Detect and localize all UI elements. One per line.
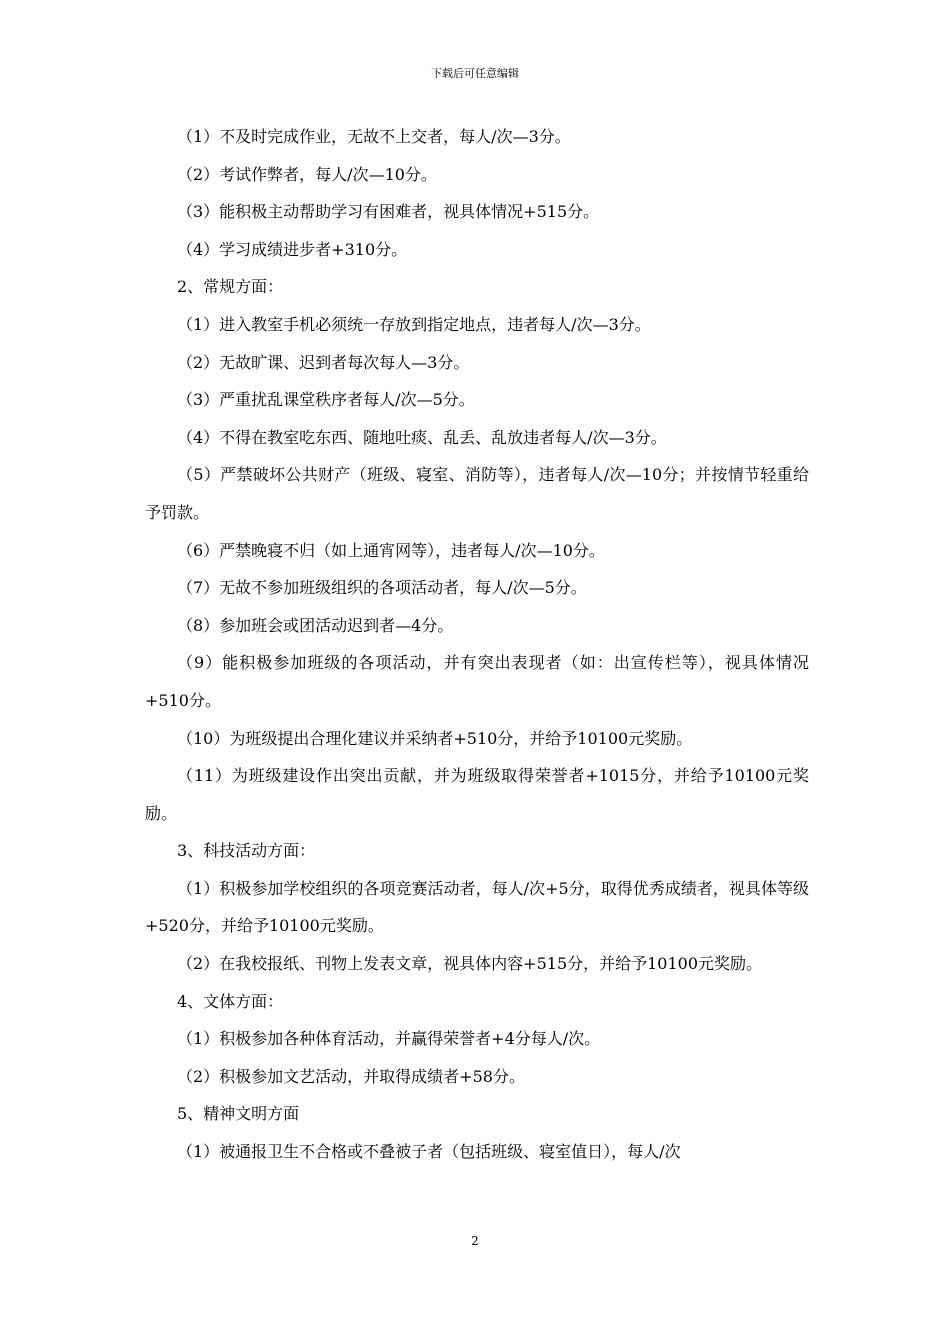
section-heading-routine: 2、常规方面： [177, 277, 284, 297]
paragraph-routine-11: （11）为班级建设作出突出贡献，并为班级取得荣誉者+1015分，并给予10100元奖励。 [145, 766, 809, 823]
paragraph-routine-1: （1）进入教室手机必须统一存放到指定地点，违者每人/次—3分。 [177, 314, 651, 334]
paragraph-routine-10: （10）为班级提出合理化建议并采纳者+510分，并给予10100元奖励。 [177, 728, 693, 748]
paragraph-routine-4: （4）不得在教室吃东西、随地吐痰、乱丢、乱放违者每人/次—3分。 [177, 427, 667, 447]
paragraph-tech-2: （2）在我校报纸、刊物上发表文章，视具体内容+515分，并给予10100元奖励。 [177, 954, 763, 974]
paragraph-routine-7: （7）无故不参加班级组织的各项活动者，每人/次—5分。 [177, 578, 587, 598]
page-header-note: 下载后可任意编辑 [431, 67, 519, 80]
paragraph-study-3: （3）能积极主动帮助学习有困难者，视具体情况+515分。 [177, 202, 600, 222]
paragraph-routine-9: （9）能积极参加班级的各项活动，并有突出表现者（如：出宣传栏等），视具体情况+510分。 [145, 653, 809, 710]
paragraph-tech-1: （1）积极参加学校组织的各项竞赛活动者，每人/次+5分，取得优秀成绩者，视具体等级+520分，并给予10100元奖励。 [145, 878, 809, 936]
paragraph-civility-1: （1）被通报卫生不合格或不叠被子者（包括班级、寝室值日），每人/次 [177, 1142, 681, 1162]
document-body [145, 118, 809, 1171]
paragraph-routine-8: （8）参加班会或团活动迟到者—4分。 [177, 615, 454, 635]
section-heading-civility: 5、精神文明方面 [177, 1104, 300, 1124]
section-heading-tech: 3、科技活动方面： [177, 841, 316, 861]
section-heading-sports: 4、文体方面： [177, 991, 284, 1011]
paragraph-sports-1: （1）积极参加各种体育活动，并赢得荣誉者+4分每人/次。 [177, 1029, 601, 1049]
paragraph-study-2: （2）考试作弊者，每人/次—10分。 [177, 164, 437, 184]
paragraph-study-1: （1）不及时完成作业，无故不上交者，每人/次—3分。 [177, 127, 571, 146]
paragraph-routine-5: （5）严禁破坏公共财产（班级、寝室、消防等），违者每人/次—10分；并按情节轻重给予罚款。 [145, 465, 809, 522]
paragraph-routine-2: （2）无故旷课、迟到者每次每人—3分。 [177, 352, 470, 372]
page-number: 2 [471, 1234, 479, 1248]
paragraph-routine-3: （3）严重扰乱课堂秩序者每人/次—5分。 [177, 390, 475, 410]
paragraph-routine-6: （6）严禁晚寝不归（如上通宵网等），违者每人/次—10分。 [177, 540, 605, 560]
paragraph-sports-2: （2）积极参加文艺活动，并取得成绩者+58分。 [177, 1066, 525, 1086]
paragraph-study-4: （4）学习成绩进步者+310分。 [177, 239, 408, 259]
